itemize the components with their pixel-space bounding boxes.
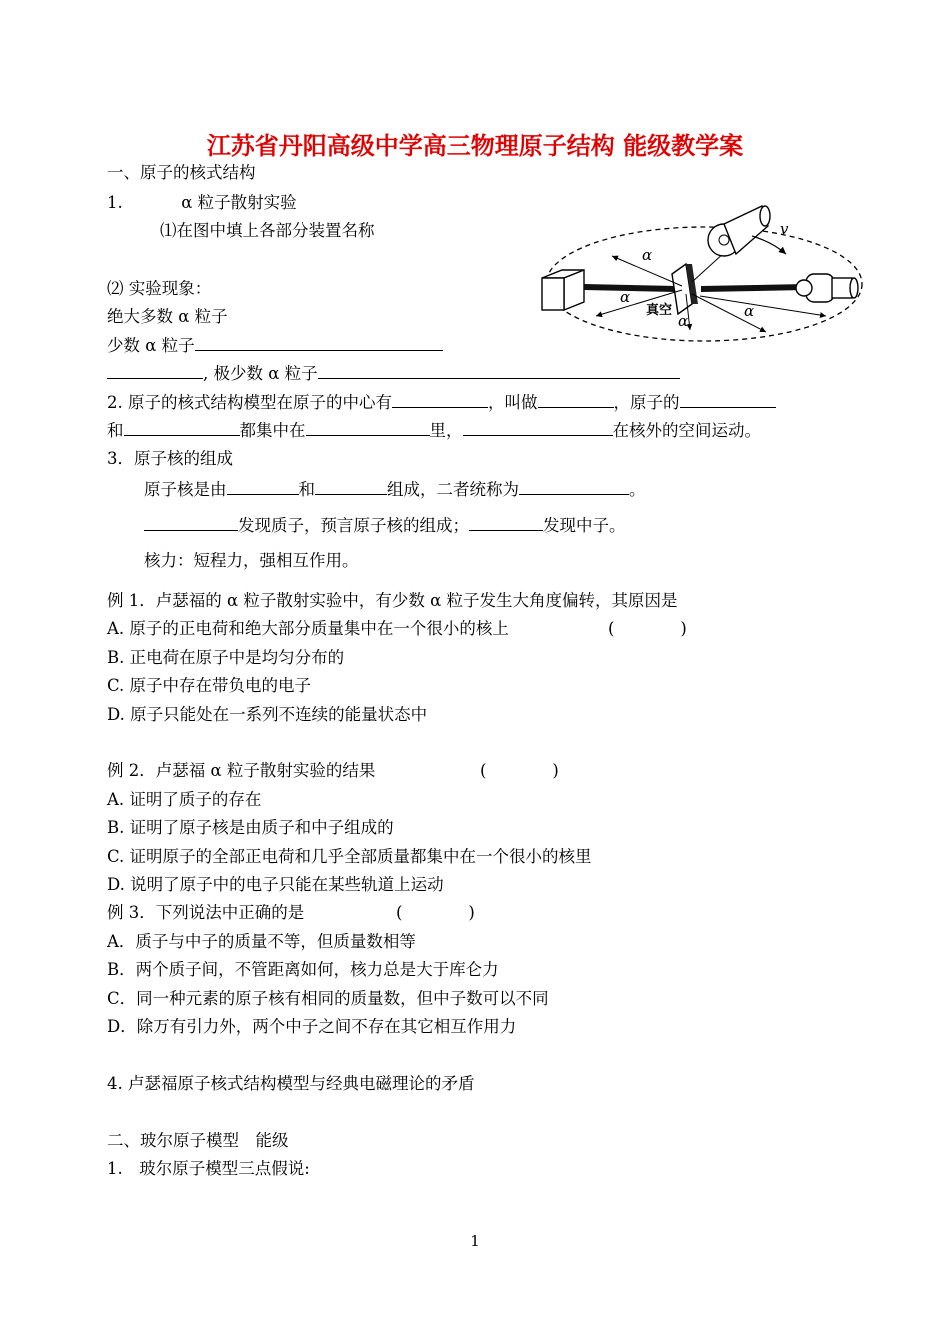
item-2-line-1: 2. 原子的核式结构模型在原子的中心有 ，叫做 ，原子的 xyxy=(107,391,776,414)
item-1-sub-1: ⑴在图中填上各部分装置名称 xyxy=(160,221,375,240)
blank-concentrated[interactable] xyxy=(306,419,430,436)
blank-and[interactable] xyxy=(124,419,240,436)
item-1 xyxy=(107,192,297,214)
section-heading-2: 二、玻尔原子模型 能级 xyxy=(107,1131,289,1150)
example-1-option-a: A. 原子的正电荷和绝大部分质量集中在一个很小的核上 xyxy=(107,619,509,638)
item-3-line-a: 原子核是由 和 组成，二者统称为 。 xyxy=(144,480,646,499)
example-1-question: 例 1．卢瑟福的 α 粒子散射实验中，有少数 α 粒子发生大角度偏转，其原因是 xyxy=(107,591,678,610)
example-2-option-a: A. 证明了质子的存在 xyxy=(107,790,262,809)
page-number: 1 xyxy=(470,1232,480,1250)
example-3-option-c: C．同一种元素的原子核有相同的质量数，但中子数可以不同 xyxy=(107,989,549,1008)
item-1-label: α 粒子散射实验 xyxy=(181,193,297,212)
item-1-number: 1. xyxy=(107,193,123,212)
example-3-option-d: D．除万有引力外，两个中子之间不存在其它相互作用力 xyxy=(107,1017,517,1036)
microscope-top xyxy=(708,206,770,256)
blank-nucleon-1[interactable] xyxy=(227,478,299,495)
example-3-option-a: A．质子与中子的质量不等，但质量数相等 xyxy=(107,932,416,951)
blank-outside[interactable] xyxy=(463,419,613,436)
example-2-option-b: B. 证明了原子核是由质子和中子组成的 xyxy=(107,818,394,837)
label-alpha-2: α xyxy=(620,288,631,306)
line-most-alpha: 绝大多数 α 粒子 xyxy=(107,307,228,326)
item-3-line-c: 核力：短程力，强相互作用。 xyxy=(144,551,359,570)
label-vacuum: 真空 xyxy=(646,303,673,318)
blank-proton-discoverer[interactable] xyxy=(144,514,238,531)
item-1-sub-2: ⑵ 实验现象： xyxy=(107,279,212,298)
alpha-scattering-apparatus xyxy=(536,198,866,348)
blank-neutron-discoverer[interactable] xyxy=(469,514,543,531)
example-2-option-c: C. 证明原子的全部正电荷和几乎全部质量都集中在一个很小的核里 xyxy=(107,847,592,866)
item-3-line-b: 发现质子，预言原子核的组成； 发现中子。 xyxy=(144,514,626,537)
blank-few[interactable] xyxy=(195,334,443,351)
example-3-option-b: B．两个质子间，不管距离如何，核力总是大于库仑力 xyxy=(107,960,499,979)
example-2-question: 例 2．卢瑟福 α 粒子散射实验的结果 xyxy=(107,761,376,780)
blank-rare[interactable] xyxy=(318,362,680,379)
label-v: v xyxy=(780,220,789,238)
example-2-option-d: D. 说明了原子中的电子只能在某些轨道上运动 xyxy=(107,875,444,894)
item-2-line-2: 和 都集中在 里， 在核外的空间运动。 xyxy=(107,421,761,440)
item-4: 4. 卢瑟福原子核式结构模型与经典电磁理论的矛盾 xyxy=(107,1074,475,1093)
microscope-right xyxy=(796,274,858,302)
example-1-answer-paren[interactable]: ( ) xyxy=(608,619,687,638)
label-alpha-3: α xyxy=(678,312,689,330)
blank-atom-of[interactable] xyxy=(680,391,776,408)
example-1-option-b: B. 正电荷在原子中是均匀分布的 xyxy=(107,648,345,667)
line-rare-alpha: , 极少数 α 粒子 xyxy=(107,362,680,385)
section-2-item-1: 1. 玻尔原子模型三点假说: xyxy=(107,1159,310,1178)
example-1-option-c: C. 原子中存在带负电的电子 xyxy=(107,676,312,695)
example-3-answer-paren[interactable]: ( ) xyxy=(396,903,475,922)
section-heading-1: 一、原子的核式结构 xyxy=(107,163,256,182)
label-alpha-1: α xyxy=(642,246,653,264)
example-3-question: 例 3．下列说法中正确的是 xyxy=(107,903,305,922)
blank-called[interactable] xyxy=(538,391,614,408)
example-1-option-d: D. 原子只能处在一系列不连续的能量状态中 xyxy=(107,705,428,724)
alpha-source-box xyxy=(542,270,584,310)
blank-center[interactable] xyxy=(392,391,488,408)
blank-nucleon-name[interactable] xyxy=(519,478,629,495)
blank-nucleon-2[interactable] xyxy=(315,478,387,495)
item-3-heading: 3．原子核的组成 xyxy=(107,449,233,468)
page-title: 江苏省丹阳高级中学高三物理原子结构 能级教学案 xyxy=(206,131,744,160)
gold-foil xyxy=(672,264,698,314)
label-alpha-4: α xyxy=(744,302,755,320)
line-few-alpha: 少数 α 粒子 xyxy=(107,334,443,357)
example-2-answer-paren[interactable]: ( ) xyxy=(480,761,559,780)
blank-few-cont[interactable] xyxy=(107,362,203,379)
